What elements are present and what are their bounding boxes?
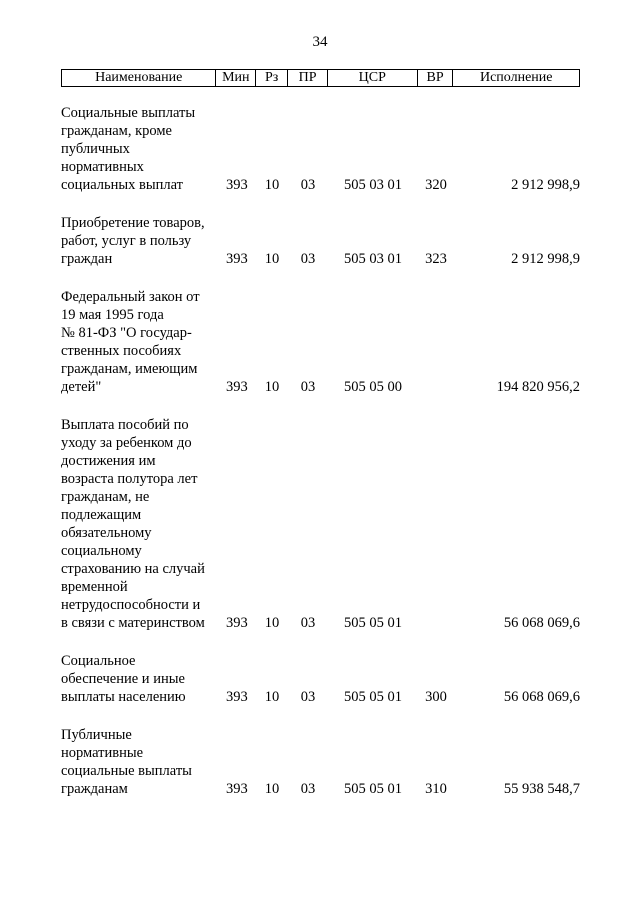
- header-name: Наименование: [62, 70, 216, 86]
- row-exec: 2 912 998,9: [511, 177, 580, 193]
- row-exec: 55 938 548,7: [503, 781, 580, 797]
- table-row: [61, 214, 580, 268]
- row-min: 393: [226, 379, 248, 395]
- header-csr: ЦСР: [328, 70, 418, 86]
- header-rz: Рз: [256, 70, 288, 86]
- row-exec: 56 068 069,6: [503, 689, 580, 705]
- page-number: 34: [312, 34, 328, 50]
- row-exec: 56 068 069,6: [503, 615, 580, 631]
- row-vr: 320: [425, 177, 447, 193]
- row-rz: 10: [264, 379, 280, 395]
- row-min: 393: [226, 177, 248, 193]
- row-name: Федеральный закон от 19 мая 1995 года № 81-ФЗ "О государ- ственных пособиях гражданам, имеющим детей": [61, 289, 200, 395]
- row-name: Публичные нормативные социальные выплаты гражданам: [61, 727, 192, 797]
- row-csr: 505 03 01: [344, 177, 402, 193]
- table-row: [61, 726, 580, 798]
- table-body: [61, 104, 580, 818]
- row-csr: 505 05 00: [344, 379, 402, 395]
- row-pr: 03: [300, 615, 316, 631]
- row-min: 393: [226, 251, 248, 267]
- row-exec: 194 820 956,2: [496, 379, 580, 395]
- header-vr: ВР: [418, 70, 454, 86]
- row-vr: 310: [425, 781, 447, 797]
- row-rz: 10: [264, 177, 280, 193]
- table-row: [61, 416, 580, 632]
- row-csr: 505 03 01: [344, 251, 402, 267]
- table-row: [61, 652, 580, 706]
- row-rz: 10: [264, 689, 280, 705]
- row-pr: 03: [300, 251, 316, 267]
- row-min: 393: [226, 781, 248, 797]
- row-rz: 10: [264, 615, 280, 631]
- row-min: 393: [226, 615, 248, 631]
- row-vr: 300: [425, 689, 447, 705]
- header-min: Мин: [216, 70, 256, 86]
- row-exec: 2 912 998,9: [511, 251, 580, 267]
- header-exec: Исполнение: [479, 70, 553, 85]
- row-name: Социальное обеспечение и иные выплаты населению: [61, 653, 186, 705]
- row-rz: 10: [264, 251, 280, 267]
- row-pr: 03: [300, 781, 316, 797]
- row-pr: 03: [300, 689, 316, 705]
- row-pr: 03: [300, 379, 316, 395]
- row-name: Выплата пособий по уходу за ребенком до достижения им возраста полутора лет гражданам, не подлежащим обязательному социальному страхованию на случай временной нетрудоспособности и в связи с материнством: [61, 417, 205, 631]
- row-rz: 10: [264, 781, 280, 797]
- row-pr: 03: [300, 177, 316, 193]
- table-header: [61, 69, 580, 87]
- table-row: [61, 288, 580, 396]
- row-csr: 505 05 01: [344, 615, 402, 631]
- row-csr: 505 05 01: [344, 689, 402, 705]
- row-vr: 323: [425, 251, 447, 267]
- table-row: [61, 104, 580, 194]
- row-name: Социальные выплаты гражданам, кроме публичных нормативных социальных выплат: [61, 105, 196, 193]
- row-min: 393: [226, 689, 248, 705]
- row-name: Приобретение товаров, работ, услуг в пользу граждан: [61, 215, 205, 267]
- header-pr: ПР: [288, 70, 328, 86]
- row-csr: 505 05 01: [344, 781, 402, 797]
